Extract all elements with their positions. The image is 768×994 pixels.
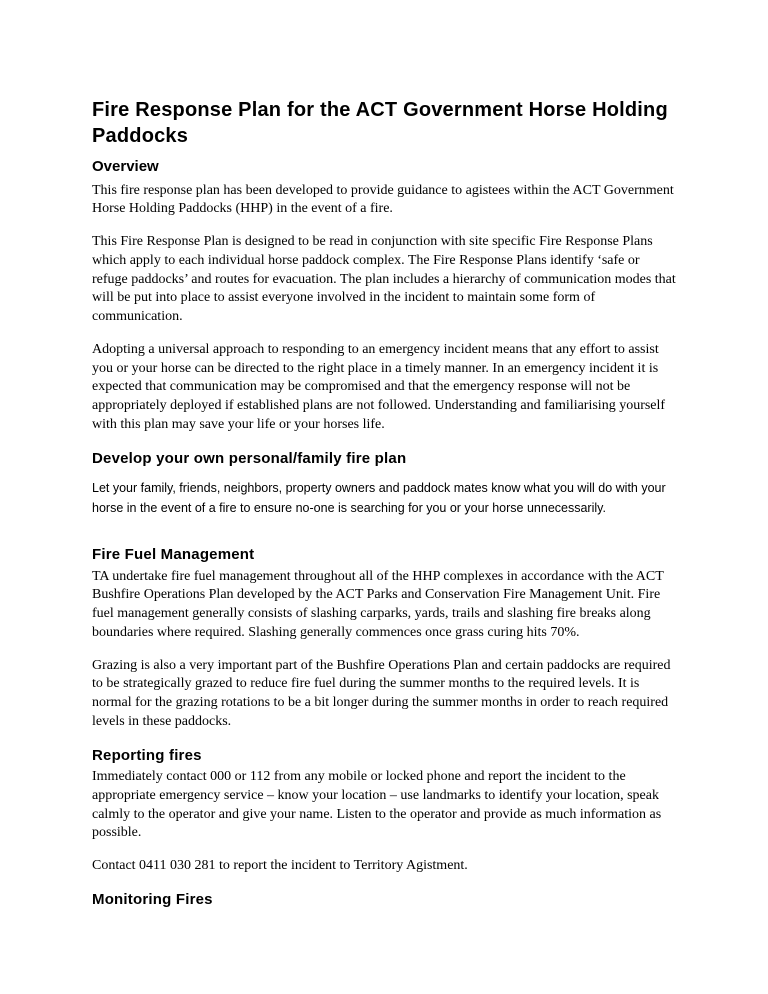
fire-fuel-paragraph-2: Grazing is also a very important part of the Bushfire Operations Plan and certain paddocks are required to be strategically grazed to reduce fire fuel during the summer months to the required levels. It is normal for the grazing rotations to be a bit longer during the summer months in order to reach required levels in these paddocks.	[92, 657, 671, 729]
overview-paragraph-1: This fire response plan has been developed to provide guidance to agistees within the ACT Government Horse Holding Paddocks (HHP) in the event of a fire.	[92, 182, 674, 217]
document-title: Fire Response Plan for the ACT Government Horse Holding Paddocks	[92, 99, 668, 147]
heading-monitoring-fires: Monitoring Fires	[92, 890, 213, 908]
fire-fuel-paragraph-1: TA undertake fire fuel management throughout all of the HHP complexes in accordance with the ACT Bushfire Operations Plan developed by the ACT Parks and Conservation Fire Management Unit. Fire fuel management generally consists of slashing carparks, yards, trails and slashing fire breaks along boundaries where required. Slashing generally commences once grass curing hits 70%.	[92, 568, 664, 640]
personal-fire-plan-paragraph: Let your family, friends, neighbors, property owners and paddock mates know what you will do with your horse in the event of a fire to ensure no-one is searching for you or your horse unnecessarily.	[92, 481, 666, 516]
heading-fire-fuel-management: Fire Fuel Management	[92, 546, 255, 564]
overview-paragraph-3: Adopting a universal approach to responding to an emergency incident means that any effort to assist you or your horse can be directed to the right place in a timely manner. In an emergency incident it is expected that communication may be compromised and that the emergency response will not be appropriately deployed if established plans are not followed. Understanding and familiarising yourself with this plan may save your life or your horses life.	[92, 341, 666, 432]
reporting-paragraph-2: Contact 0411 030 281 to report the incident to Territory Agistment.	[92, 858, 468, 874]
reporting-paragraph-1: Immediately contact 000 or 112 from any mobile or locked phone and report the incident to the appropriate emergency service – know your location – use landmarks to identify your location, speak calmly to the operator and give your name. Listen to the operator and provide as much information as possible.	[92, 769, 662, 841]
overview-paragraph-2: This Fire Response Plan is designed to be read in conjunction with site specific Fire Response Plans which apply to each individual horse paddock complex. The Fire Response Plans identify ‘safe or refuge paddocks’ and routes for evacuation. The plan includes a hierarchy of communication modes that will be put into place to assist everyone involved in the incident to maintain some form of communication.	[92, 234, 676, 325]
heading-overview: Overview	[92, 158, 159, 176]
heading-reporting-fires: Reporting fires	[92, 746, 202, 764]
heading-personal-fire-plan: Develop your own personal/family fire plan	[92, 449, 407, 467]
